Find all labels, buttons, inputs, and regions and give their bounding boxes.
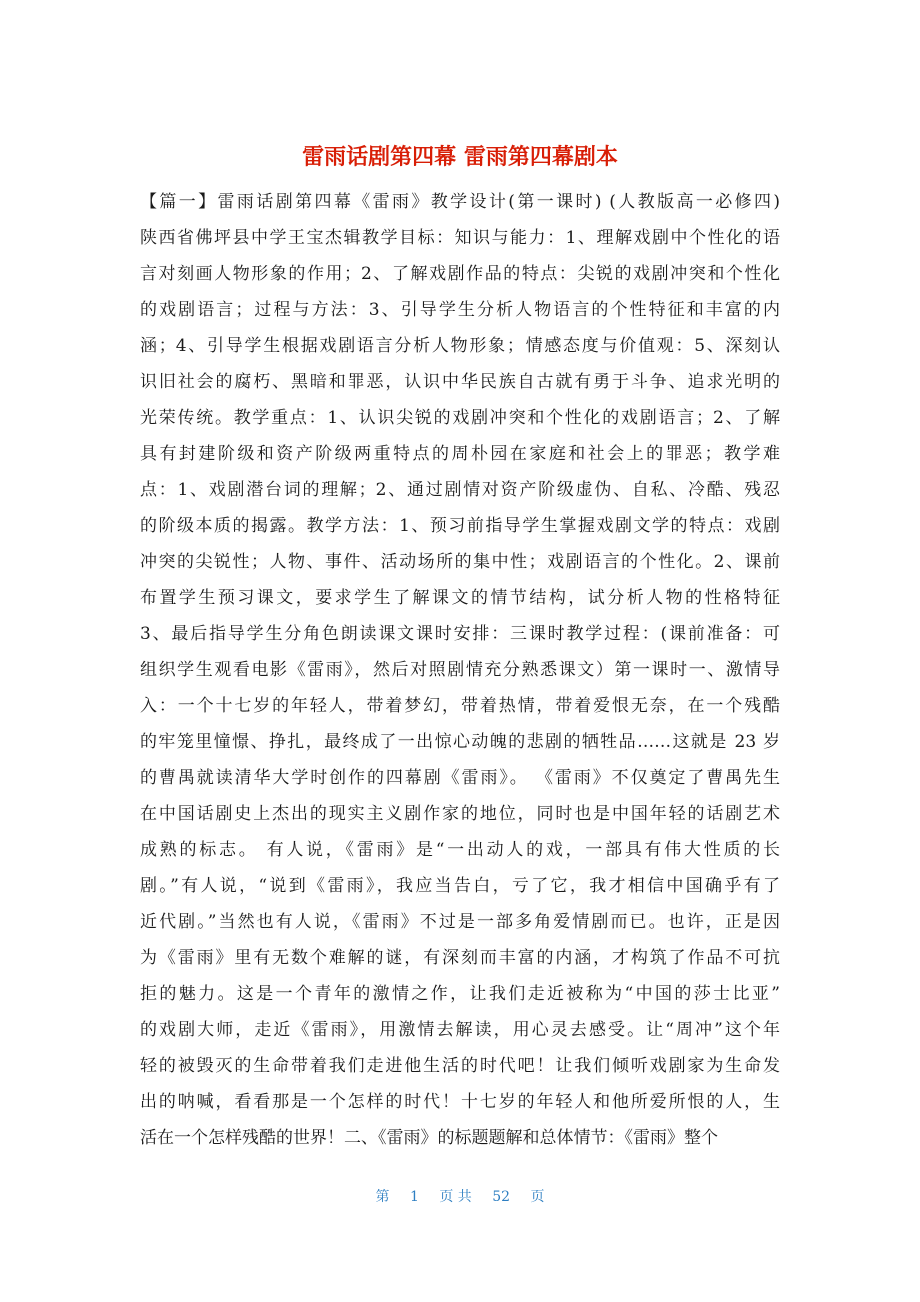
body-line: 出的呐喊，看看那是一个怎样的时代！十七岁的年轻人和他所爱所恨的人，生 (140, 1092, 780, 1112)
document-body (140, 184, 780, 1156)
page-footer (0, 1186, 920, 1206)
body-line: 为《雷雨》里有无数个难解的谜，有深刻而丰富的内涵，才构筑了作品不可抗 (140, 948, 780, 968)
body-line: 陕西省佛坪县中学王宝杰辑教学目标：知识与能力：1、理解戏剧中个性化的语 (140, 228, 780, 248)
body-line: 的戏剧大师，走近《雷雨》，用激情去解读，用心灵去感受。让“周冲”这个年 (140, 1020, 780, 1040)
body-line: 轻的被毁灭的生命带着我们走进他生活的时代吧！让我们倾听戏剧家为生命发 (140, 1056, 780, 1076)
footer-page-suffix: 页 (530, 1189, 545, 1205)
body-line: 识旧社会的腐朽、黑暗和罪恶，认识中华民族自古就有勇于斗争、追求光明的 (140, 372, 780, 392)
body-line: 的牢笼里憧憬、挣扎，最终成了一出惊心动魄的悲剧的牺牲品……这就是 23 岁 (140, 732, 780, 752)
body-line: 的戏剧语言；过程与方法：3、引导学生分析人物语言的个性特征和丰富的内 (140, 300, 780, 320)
body-line: 布置学生预习课文，要求学生了解课文的情节结构，试分析人物的性格特征 (140, 588, 780, 608)
body-line: 【篇一】雷雨话剧第四幕《雷雨》教学设计(第一课时) (人教版高一必修四) (140, 192, 780, 212)
body-line: 近代剧。”当然也有人说，《雷雨》不过是一部多角爱情剧而已。也许，正是因 (140, 912, 780, 932)
body-line: 在中国话剧史上杰出的现实主义剧作家的地位，同时也是中国年轻的话剧艺术 (140, 804, 780, 824)
body-line: 的曹禺就读清华大学时创作的四幕剧《雷雨》。 《雷雨》不仅奠定了曹禺先生 (140, 768, 780, 788)
document-title: 雷雨话剧第四幕 雷雨第四幕剧本 (302, 145, 618, 170)
footer-total-pages: 52 (492, 1189, 511, 1205)
body-line: 入：一个十七岁的年轻人，带着梦幻，带着热情，带着爱恨无奈，在一个残酷 (140, 696, 780, 716)
body-line: 组织学生观看电影《雷雨》，然后对照剧情充分熟悉课文）第一课时一、激情导 (140, 660, 780, 680)
body-line: 成熟的标志。 有人说，《雷雨》是“一出动人的戏，一部具有伟大性质的长 (140, 840, 780, 860)
body-line: 的阶级本质的揭露。教学方法：1、预习前指导学生掌握戏剧文学的特点：戏剧 (140, 516, 780, 536)
footer-page-middle: 页 共 (439, 1189, 472, 1205)
body-line: 拒的魅力。这是一个青年的激情之作，让我们走近被称为“中国的莎士比亚” (140, 984, 780, 1004)
body-line: 光荣传统。教学重点：1、认识尖锐的戏剧冲突和个性化的戏剧语言；2、了解 (140, 408, 780, 428)
footer-page-number: 1 (409, 1189, 419, 1205)
footer-page-prefix: 第 (375, 1189, 390, 1205)
body-line: 具有封建阶级和资产阶级两重特点的周朴园在家庭和社会上的罪恶；教学难 (140, 444, 780, 464)
body-line: 冲突的尖锐性；人物、事件、活动场所的集中性；戏剧语言的个性化。2、课前 (140, 552, 780, 572)
body-line: 3、最后指导学生分角色朗读课文课时安排：三课时教学过程：(课前准备：可 (140, 624, 780, 644)
body-line: 剧。”有人说，“说到《雷雨》，我应当告白，亏了它，我才相信中国确乎有了 (140, 876, 780, 896)
body-line: 言对刻画人物形象的作用；2、了解戏剧作品的特点：尖锐的戏剧冲突和个性化 (140, 264, 780, 284)
body-line: 点：1、戏剧潜台词的理解；2、通过剧情对资产阶级虚伪、自私、冷酷、残忍 (140, 480, 780, 500)
body-line: 涵；4、引导学生根据戏剧语言分析人物形象；情感态度与价值观：5、深刻认 (140, 336, 780, 356)
body-line: 活在一个怎样残酷的世界！二、《雷雨》的标题题解和总体情节：《雷雨》整个 (140, 1128, 718, 1148)
